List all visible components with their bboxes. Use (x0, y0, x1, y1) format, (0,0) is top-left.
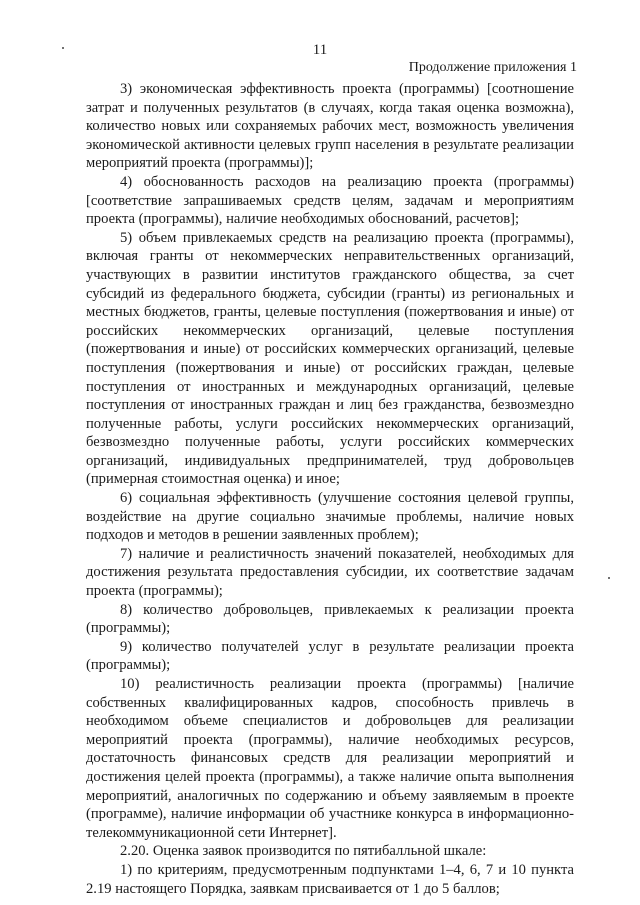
paragraph-item-6: 6) социальная эффективность (улучшение состояния целевой группы, воздействие на другие социально значимые проблемы, наличие новых подходов и методов в решении заявленных проблем); (86, 490, 574, 544)
paragraph-item-10: 10) реалистичность реализации проекта (программы) [наличие собственных квалифицированных кадров, способность привлечь в необходимом объеме специалистов и добровольцев для реализации мероприятий проекта (программы), наличие необходимых ресурсов, достаточность финансовых средств для реализации мероприятий и достижения целей проекта (программы), а также наличие опыта выполнения мероприятий, аналогичных по содержанию и объему заявляемым в проекте (программе), наличие информации об участнике конкурса в информационно-телекоммуникационной сети Интернет]. (86, 676, 574, 841)
continuation-label: Продолжение приложения 1 (408, 60, 577, 75)
page-number: 11 (312, 42, 328, 58)
scan-speck (62, 47, 64, 49)
paragraph-item-9: 9) количество получателей услуг в результате реализации проекта (программы); (86, 638, 574, 674)
paragraph-item-4: 4) обоснованность расходов на реализацию проекта (программы) [соответствие запрашиваемых средств целям, задачам и мероприятиям проекта (программы), наличие необходимых обоснований, расчетов]; (86, 173, 574, 228)
paragraph-item-5: 5) объем привлекаемых средств на реализацию проекта (программы), включая гранты от некоммерческих неправительственных организаций, участвующих в развитии институтов гражданского общества, за счет субсидий из федерального бюджета, субсидии (гранты) из региональных и местных бюджетов, гранты, целевые поступления (пожертвования и иные) от российских некоммерческих организаций, целевые поступления (пожертвования и иные) от российских коммерческих организаций, целевые поступления (пожертвования и иные) от российских граждан, целевые поступления от иностранных и международных организаций, целевые поступления от иностранных граждан и лиц без гражданства, безвозмездно полученные работы, услуги российских некоммерческих организаций, безвозмездно полученные работы, услуги российских коммерческих организаций, индивидуальных предпринимателей, труд добровольцев (примерная стоимостная оценка) и иное; (86, 229, 574, 488)
paragraph-item-7: 7) наличие и реалистичность значений показателей, необходимых для достижения результата предоставления субсидии, их соответствие задачам проекта (программы); (86, 545, 574, 600)
document-body (86, 80, 574, 898)
scan-speck (608, 577, 610, 579)
paragraph-2-20-item-1: 1) по критериям, предусмотренным подпунктами 1–4, 6, 7 и 10 пункта 2.19 настоящего Порядка, заявкам присваивается от 1 до 5 баллов; (86, 861, 574, 897)
paragraph-item-8: 8) количество добровольцев, привлекаемых к реализации проекта (программы); (86, 601, 574, 637)
paragraph-2-20: 2.20. Оценка заявок производится по пятибалльной шкале: (120, 843, 487, 860)
paragraph-item-3: 3) экономическая эффективность проекта (программы) [соотношение затрат и полученных результатов (в случаях, когда такая оценка возможна), количество новых или сохраняемых рабочих мест, возможность увеличения экономической активности целевых групп населения в результате реализации мероприятий проекта (программы)]; (86, 81, 574, 172)
